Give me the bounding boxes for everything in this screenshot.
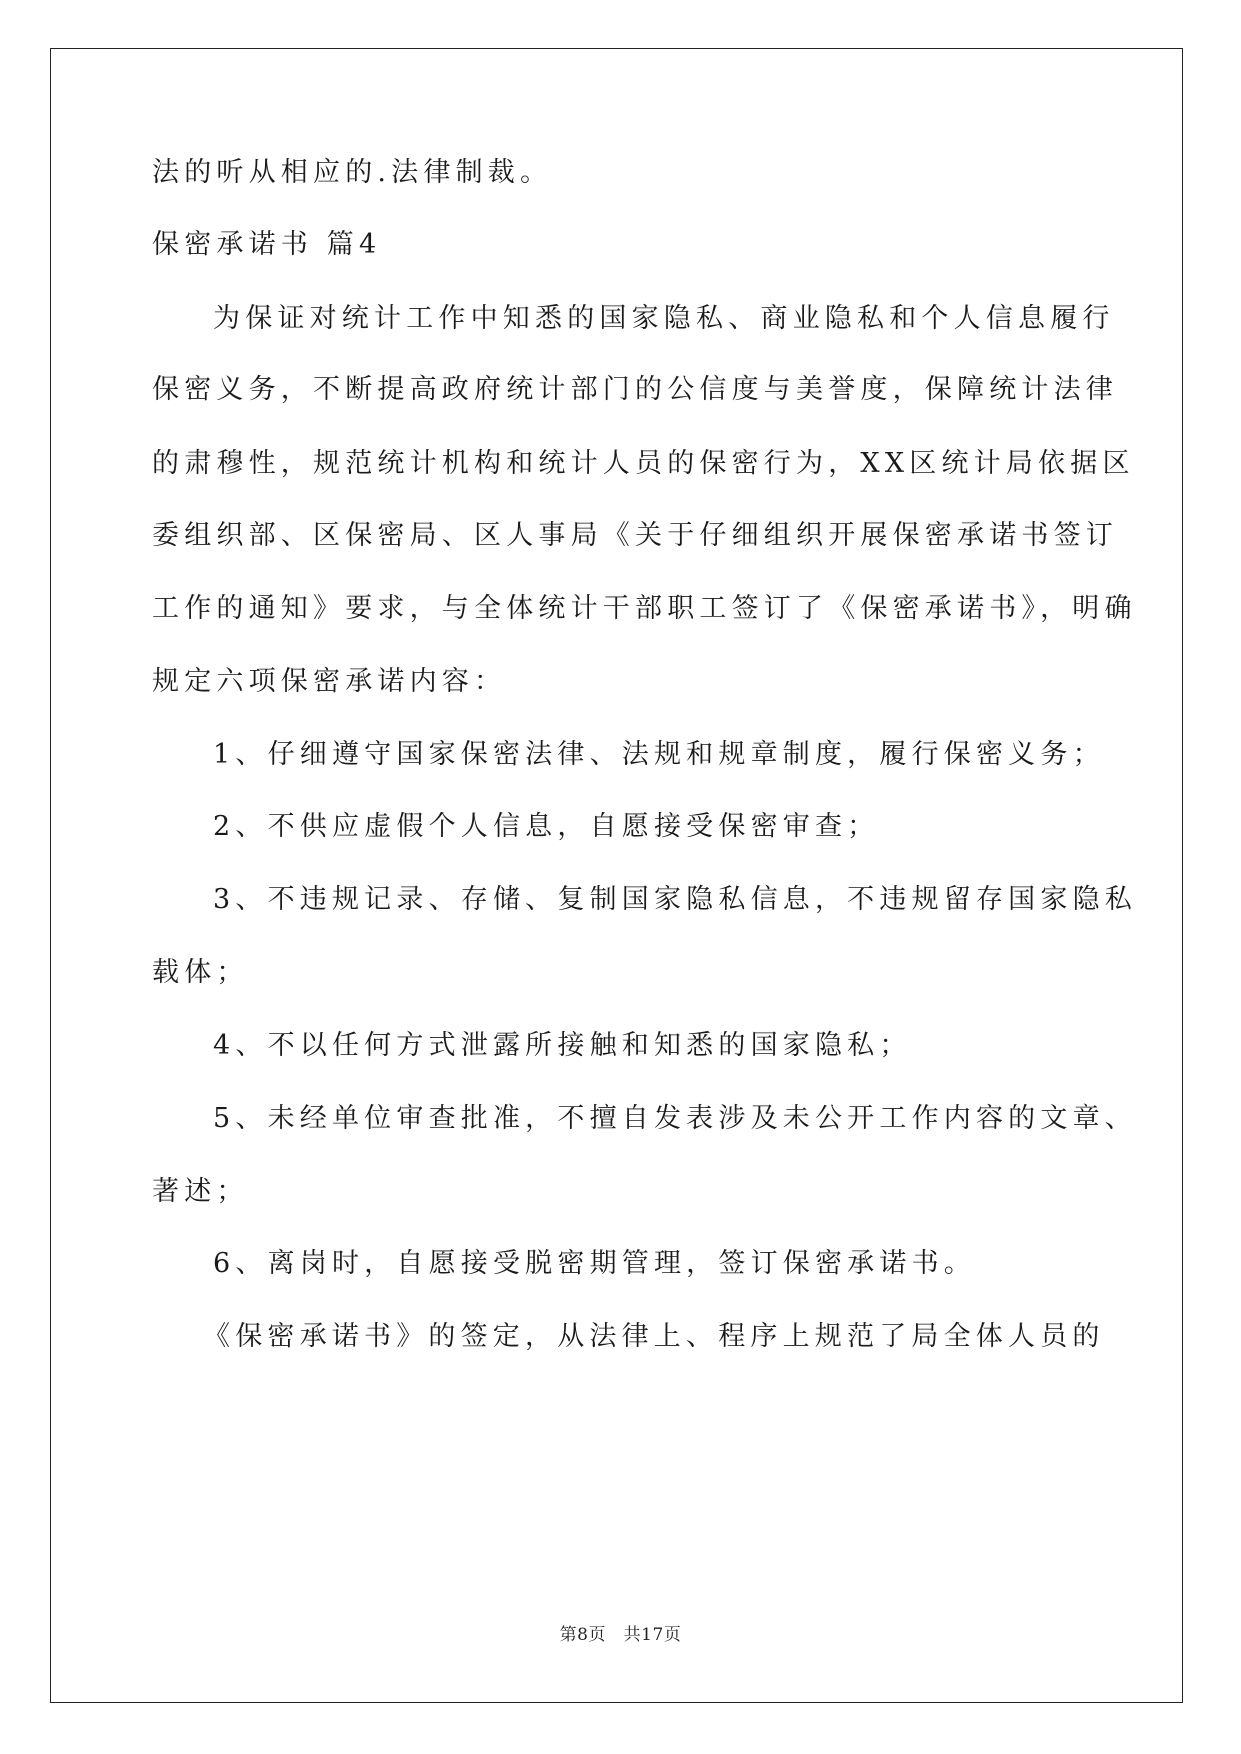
list-item-5: 5、未经单位审查批准，不擅自发表涉及未公开工作内容的文章、: [213, 1103, 1137, 1134]
closing-paragraph-line-1: 《保密承诺书》的签定，从法律上、程序上规范了局全体人员的: [203, 1321, 1105, 1352]
paragraph-line-5: 工作的通知》要求，与全体统计干部职工签订了《保密承诺书》，明确: [152, 593, 1137, 624]
list-item-3-continued: 载体；: [152, 957, 249, 988]
paragraph-line-4: 委组织部、区保密局、区人事局《关于仔细组织开展保密承诺书签订: [152, 520, 1118, 551]
page-border: [50, 48, 1183, 1703]
section-heading: 保密承诺书 篇4: [152, 229, 382, 260]
list-item-6: 6、离岗时，自愿接受脱密期管理，签订保密承诺书。: [213, 1248, 976, 1279]
paragraph-line-6: 规定六项保密承诺内容：: [152, 666, 507, 697]
page-number-footer: 第8页 共17页: [559, 1625, 682, 1645]
paragraph-line-2: 保密义务，不断提高政府统计部门的公信度与美誉度，保障统计法律: [152, 374, 1118, 405]
text-line-1: 法的听从相应的.法律制裁。: [152, 157, 553, 188]
list-item-4: 4、不以任何方式泄露所接触和知悉的国家隐私；: [213, 1030, 912, 1061]
paragraph-line-1: 为保证对统计工作中知悉的国家隐私、商业隐私和个人信息履行: [213, 303, 1115, 334]
list-item-3: 3、不违规记录、存储、复制国家隐私信息，不违规留存国家隐私: [213, 884, 1137, 915]
paragraph-line-3: 的肃穆性，规范统计机构和统计人员的保密行为，XX区统计局依据区: [152, 448, 1135, 479]
list-item-2: 2、不供应虚假个人信息，自愿接受保密审查；: [213, 811, 880, 842]
list-item-1: 1、仔细遵守国家保密法律、法规和规章制度，履行保密义务；: [213, 739, 1105, 770]
list-item-5-continued: 著述；: [152, 1176, 249, 1207]
